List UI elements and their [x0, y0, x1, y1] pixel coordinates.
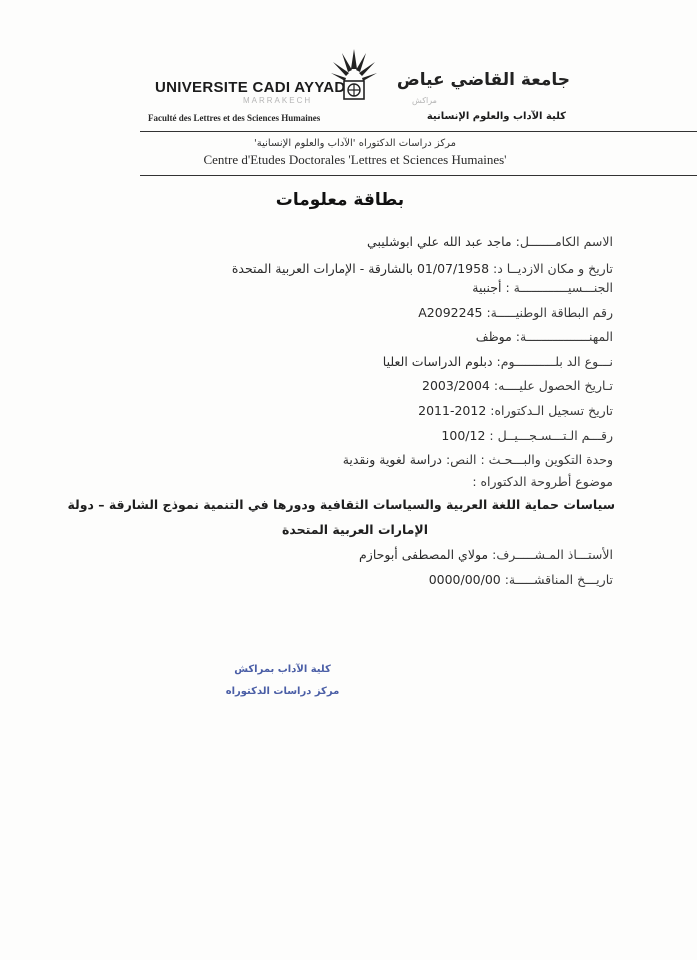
page-title: بطاقة معلومات	[275, 190, 405, 210]
doctoral-center-ar: مركز دراسات الدكتوراه 'الآداب والعلوم الإنسانية'	[254, 138, 456, 149]
field-full-name	[367, 234, 613, 249]
field-value: 01/07/1958 بالشارقة - الإمارات العربية المتحدة	[231, 261, 490, 276]
field-national-id	[418, 305, 613, 320]
field-value: ماجد عبد الله علي ابوشليبي	[367, 234, 512, 249]
field-birth	[232, 261, 613, 276]
thesis-title-line-2: الإمارات العربية المتحدة	[281, 522, 429, 537]
stamp-line-2: مركز دراسات الدكتوراه	[225, 686, 340, 697]
field-value: دراسة لغوية ونقدية	[342, 452, 442, 467]
field-value: 100/12	[441, 428, 486, 443]
stamp-line-1: كلية الآداب بمراكش	[234, 664, 331, 675]
field-label: موضوع أطروحة الدكتوراه :	[472, 474, 613, 489]
field-research-unit	[343, 452, 613, 467]
field-diploma-type	[383, 354, 613, 369]
field-value: مولاي المصطفى أبوحازم	[359, 547, 489, 562]
field-value: 2012-2011	[418, 403, 487, 418]
university-name-ar: جامعة القاضي عياض	[396, 70, 570, 90]
university-logo-icon	[330, 45, 378, 107]
field-label: الأستـــاذ المـشـــــرف:	[492, 547, 613, 562]
field-label: وحدة التكوين والبـــحـث : النص:	[445, 452, 613, 467]
field-label: المهنـــــــــــــــــة:	[515, 329, 613, 344]
field-label: تاريخ و مكان الازديــا د:	[493, 261, 613, 276]
field-registration-number	[441, 428, 613, 443]
field-label: رقم البطاقة الوطنيـــــة:	[486, 305, 613, 320]
field-label: تاريخ تسجيل الـدكتوراه:	[490, 403, 613, 418]
field-label: تـاريخ الحصول عليــــه:	[493, 378, 613, 393]
field-nationality	[472, 280, 613, 295]
header-divider-bottom	[140, 175, 697, 176]
city-name-fr: MARRAKECH	[243, 96, 313, 105]
thesis-title-line-1: سياسات حماية اللغة العربية والسياسات الثقافية ودورها في التنمية نموذج الشارقة – دولة	[67, 497, 615, 512]
doctoral-center-fr: Centre d'Etudes Doctorales 'Lettres et Sciences Humaines'	[203, 152, 507, 167]
field-value: دبلوم الدراسات العليا	[382, 354, 493, 369]
field-supervisor	[359, 547, 613, 562]
field-value: أجنبية	[472, 280, 502, 295]
field-value: 2003/2004	[422, 378, 490, 393]
faculty-name-ar: كلية الآداب والعلوم الإنسانية	[426, 111, 566, 122]
field-label: الجنـــسيـــــــــــــة :	[505, 280, 613, 295]
university-name-fr: UNIVERSITE CADI AYYAD	[155, 79, 346, 96]
faculty-name-fr: Faculté des Lettres et des Sciences Humaines	[148, 113, 321, 123]
field-label: نـــوع الد بلـــــــــــوم:	[496, 354, 613, 369]
field-diploma-date	[422, 378, 613, 393]
field-label: رقـــم الـتـــسـجـــيــل :	[489, 428, 613, 443]
field-label: الاسم الكامـــــــل:	[515, 234, 613, 249]
header-divider-top	[140, 131, 697, 132]
field-label: تاريـــخ المناقشـــــة:	[504, 572, 613, 587]
field-defense-date	[429, 572, 613, 587]
field-value: A2092245	[418, 305, 483, 320]
city-name-ar: مراكش	[412, 96, 437, 105]
field-value: موظف	[475, 329, 512, 344]
field-value: 0000/00/00	[428, 572, 501, 587]
field-registration-date	[418, 403, 613, 418]
field-thesis-topic	[472, 474, 613, 489]
field-profession	[476, 329, 613, 344]
